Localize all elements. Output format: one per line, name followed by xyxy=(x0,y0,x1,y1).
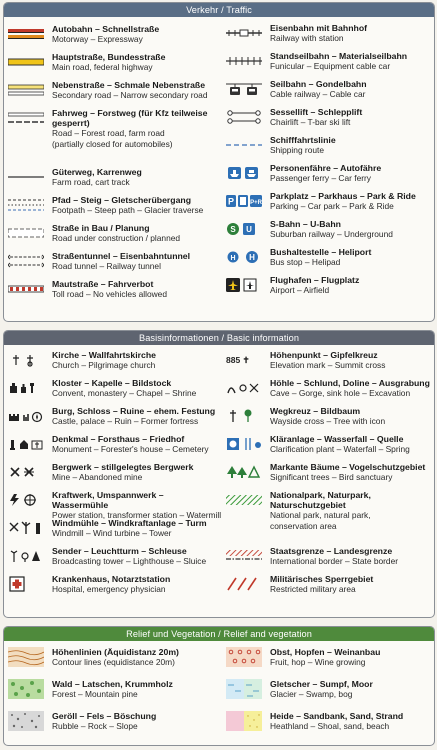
legend-item-clarification-plant xyxy=(222,434,434,458)
traffic-section-title: Verkehr / Traffic xyxy=(4,3,434,17)
legend-label-en: Wayside cross – Tree with icon xyxy=(270,416,386,427)
legend-label-de: Kläranlage – Wasserfall – Quelle xyxy=(270,434,404,444)
legend-item-railway xyxy=(222,23,434,47)
legend-item-power-station xyxy=(4,490,222,521)
legend-label-en: Airport – Airfield xyxy=(270,285,330,296)
legend-label-de: Seilbahn – Gondelbahn xyxy=(270,79,367,89)
legend-label-de: Wegkreuz – Bildbaum xyxy=(270,406,361,416)
legend-label-en: Fruit, hop – Wine growing xyxy=(270,657,366,668)
mine-icon xyxy=(8,464,44,480)
legend-label-de: Bergwerk – stillgelegtes Bergwerk xyxy=(52,462,194,472)
basic-left-column xyxy=(4,347,222,615)
legend-item-chairlift xyxy=(222,107,434,131)
legend-item-road-construction xyxy=(4,223,222,247)
legend-label-de: Nebenstraße – Schmale Nebenstraße xyxy=(52,80,206,90)
legend-label-en: Monument – Forester's house – Cemetery xyxy=(52,444,209,455)
footpath-symbol xyxy=(8,197,44,213)
svg-text:H: H xyxy=(230,255,236,262)
forest-road-symbol xyxy=(8,110,44,126)
cave-icon xyxy=(226,380,262,396)
tree-icon xyxy=(226,464,262,480)
chairlift-symbol xyxy=(226,109,262,125)
legend-label-en: Cave – Gorge, sink hole – Excavation xyxy=(270,388,411,399)
legend-label-de: Obst, Hopfen – Weinanbau xyxy=(270,647,381,657)
legend-label-de: Eisenbahn mit Bahnhof xyxy=(270,23,368,33)
legend-item-bus-stop xyxy=(222,247,434,271)
legend-label-de: Fahrweg – Forstweg (für Kfz teilweise xyxy=(52,108,208,118)
legend-item-castle xyxy=(4,406,222,430)
transmitter-icon xyxy=(8,548,44,564)
relief-left-column xyxy=(4,643,222,743)
legend-item-secondary-road xyxy=(4,80,222,104)
legend-label-en: Rubble – Rock – Slope xyxy=(52,721,138,732)
legend-label-de: Gletscher – Sumpf, Moor xyxy=(270,679,373,689)
legend-label-de: Straßentunnel – Eisenbahntunnel xyxy=(52,251,191,261)
legend-label-en: Contour lines (equidistance 20m) xyxy=(52,657,175,668)
basic-right-column xyxy=(222,347,434,615)
legend-label-de: Heide – Sandbank, Sand, Strand xyxy=(270,711,404,721)
military-area-symbol xyxy=(226,576,262,592)
legend-label-de: Burg, Schloss – Ruine – ehem. Festung xyxy=(52,406,216,416)
heathland-symbol xyxy=(226,711,262,731)
legend-label-en: Suburban railway – Underground xyxy=(270,229,393,240)
legend-label-de: Staatsgrenze – Landesgrenze xyxy=(270,546,393,556)
legend-label-en: International border – State border xyxy=(270,556,399,567)
relief-vegetation-legend-panel xyxy=(3,626,435,746)
national-park-symbol xyxy=(226,492,262,508)
elevation-mark-symbol: 885 ✝ xyxy=(226,355,250,365)
clarification-plant-icon xyxy=(226,436,262,452)
legend-label-de: Militärisches Sperrgebiet xyxy=(270,574,374,584)
legend-label-en: Broadcasting tower – Lighthouse – Sluice xyxy=(52,556,207,567)
legend-label-en: Parking – Car park – Park & Ride xyxy=(270,201,394,212)
legend-label-en: Motorway – Expressway xyxy=(52,34,143,45)
legend-item-sbahn xyxy=(222,219,434,243)
legend-label-de: Wald – Latschen, Krummholz xyxy=(52,679,173,689)
railway-symbol xyxy=(226,25,262,41)
legend-item-rubble xyxy=(4,711,222,739)
legend-item-glacier xyxy=(222,679,434,707)
legend-label-en: Road under construction / planned xyxy=(52,233,181,244)
legend-label-en: Bus stop – Helipad xyxy=(270,257,341,268)
legend-label-de: Sender – Leuchtturm – Schleuse xyxy=(52,546,187,556)
legend-label-en: Hospital, emergency physician xyxy=(52,584,166,595)
sbahn-ubahn-icon xyxy=(226,221,262,237)
windmill-icon xyxy=(8,520,44,536)
legend-label-en: Heathland – Shoal, sand, beach xyxy=(270,721,390,732)
toll-road-symbol xyxy=(8,281,44,297)
legend-label-de: Bushaltestelle – Heliport xyxy=(270,247,372,257)
basic-section-title: Basisinformationen / Basic information xyxy=(4,331,434,345)
fruit-symbol xyxy=(226,647,262,667)
legend-item-monument xyxy=(4,434,222,458)
legend-item-shipping xyxy=(222,135,434,159)
road-construction-symbol xyxy=(8,225,44,241)
airport-icon xyxy=(226,277,262,293)
legend-label-de: Geröll – Fels – Böschung xyxy=(52,711,157,721)
legend-label-en: Footpath – Steep path – Glacier traverse xyxy=(52,205,204,216)
legend-label-en-cont: (partially closed for automobiles) xyxy=(52,138,173,149)
legend-item-parking xyxy=(222,191,434,215)
legend-label-en: Convent, monastery – Chapel – Shrine xyxy=(52,388,197,399)
legend-item-ferry xyxy=(222,163,434,187)
contour-lines-symbol xyxy=(8,647,44,667)
legend-label-de: Höhle – Schlund, Doline – Ausgrabung xyxy=(270,378,430,388)
legend-label-en: Clarification plant – Waterfall – Spring xyxy=(270,444,410,455)
legend-label-de: Flughafen – Flugplatz xyxy=(270,275,360,285)
legend-label-de: Kirche – Wallfahrtskirche xyxy=(52,350,156,360)
legend-label-de: Personenfähre – Autofähre xyxy=(270,163,382,173)
legend-label-de: Höhenlinien (Äquidistanz 20m) xyxy=(52,647,179,657)
legend-label-de: Pfad – Steig – Gletscherübergang xyxy=(52,195,192,205)
parking-icon xyxy=(226,193,262,209)
legend-label-de: Kloster – Kapelle – Bildstock xyxy=(52,378,172,388)
svg-text:H: H xyxy=(249,253,255,262)
legend-label-de: Nationalpark, Naturpark, xyxy=(270,490,371,500)
legend-label-de: Straße in Bau / Planung xyxy=(52,223,150,233)
legend-item-elevation xyxy=(222,350,434,374)
svg-text:P+R: P+R xyxy=(250,200,262,206)
legend-item-farm-road xyxy=(4,167,222,191)
legend-item-wayside-cross xyxy=(222,406,434,430)
legend-item-toll-road xyxy=(4,279,222,303)
legend-label-en: National park, natural park, xyxy=(270,510,371,521)
legend-label-de: Standseilbahn – Materialseilbahn xyxy=(270,51,408,61)
legend-label-de: Schifffahrtslinie xyxy=(270,135,336,145)
legend-item-road-forest xyxy=(4,108,222,160)
legend-item-church xyxy=(4,350,222,374)
legend-label-en: Windmill – Wind turbine – Tower xyxy=(52,528,172,539)
church-icon xyxy=(8,352,44,368)
legend-label-en: Passenger ferry – Car ferry xyxy=(270,173,371,184)
legend-label-de: Parkplatz – Parkhaus – Park & Ride xyxy=(270,191,416,201)
legend-label-en: Significant trees – Bird sanctuary xyxy=(270,472,393,483)
monument-icon xyxy=(8,436,44,452)
power-station-icon xyxy=(8,492,44,508)
legend-item-military xyxy=(222,574,434,598)
glacier-symbol xyxy=(226,679,262,699)
legend-item-footpath xyxy=(4,195,222,219)
legend-label-en: Farm road, cart track xyxy=(52,177,130,188)
farm-road-symbol xyxy=(8,169,44,185)
tunnel-symbol xyxy=(8,253,44,269)
secondary-road-symbol xyxy=(8,82,44,98)
legend-label-en: Elevation mark – Summit cross xyxy=(270,360,386,371)
legend-item-border xyxy=(222,546,434,570)
legend-label-en: Glacier – Swamp, bog xyxy=(270,689,353,700)
bus-helipad-icon xyxy=(226,249,262,265)
legend-item-main-road xyxy=(4,52,222,76)
legend-label-en: Funicular – Equipment cable car xyxy=(270,61,391,72)
legend-item-funicular xyxy=(222,51,434,75)
legend-item-fruit xyxy=(222,647,434,675)
legend-label-de: Denkmal – Forsthaus – Friedhof xyxy=(52,434,185,444)
svg-text:P: P xyxy=(227,196,235,207)
border-symbol xyxy=(226,548,262,564)
legend-label-de: Güterweg, Karrenweg xyxy=(52,167,142,177)
legend-label-en: Shipping route xyxy=(270,145,325,156)
basic-info-legend-panel xyxy=(3,330,435,618)
legend-item-trees xyxy=(222,462,434,486)
legend-label-en: Mine – Abandoned mine xyxy=(52,472,143,483)
legend-label-en: Cable railway – Cable car xyxy=(270,89,366,100)
legend-label-de: Sessellift – Schlepplift xyxy=(270,107,363,117)
legend-item-transmitter xyxy=(4,546,222,570)
legend-item-motorway xyxy=(4,24,222,48)
legend-item-cave xyxy=(222,378,434,402)
legend-label-en-cont: conservation area xyxy=(270,520,337,531)
legend-item-hospital xyxy=(4,574,222,598)
legend-label-en: Road tunnel – Railway tunnel xyxy=(52,261,161,272)
legend-label-de-cont: Naturschutzgebiet xyxy=(270,500,346,511)
traffic-right-column xyxy=(222,19,434,319)
forest-symbol xyxy=(8,679,44,699)
legend-label-en: Railway with station xyxy=(270,33,344,44)
legend-item-mine xyxy=(4,462,222,486)
legend-label-en: Restricted military area xyxy=(270,584,356,595)
legend-item-heathland xyxy=(222,711,434,739)
wayside-cross-icon xyxy=(226,408,262,424)
legend-label-en: Secondary road – Narrow secondary road xyxy=(52,90,208,101)
ferry-icon xyxy=(226,165,262,181)
legend-label-de: Autobahn – Schnellstraße xyxy=(52,24,160,34)
legend-label-en: Chairlift – T-bar ski lift xyxy=(270,117,351,128)
legend-item-contours xyxy=(4,647,222,675)
legend-label-de: Kraftwerk, Umspannwerk – Wassermühle xyxy=(52,490,164,511)
traffic-left-column xyxy=(4,19,222,319)
hospital-icon xyxy=(8,576,44,592)
legend-item-forest xyxy=(4,679,222,707)
legend-label-en: Power station, transformer station – Watermill xyxy=(52,510,222,521)
motorway-symbol xyxy=(8,26,44,42)
legend-label-de: Krankenhaus, Notarztstation xyxy=(52,574,171,584)
main-road-symbol xyxy=(8,54,44,70)
legend-label-en: Road – Forest road, farm road xyxy=(52,128,165,139)
legend-label-en: Church – Pilgrimage church xyxy=(52,360,156,371)
legend-label-en: Main road, federal highway xyxy=(52,62,153,73)
legend-item-tunnel xyxy=(4,251,222,275)
legend-item-cable-railway xyxy=(222,79,434,103)
legend-item-airport xyxy=(222,275,434,299)
legend-label-en: Castle, palace – Ruin – Former fortress xyxy=(52,416,199,427)
legend-item-windmill xyxy=(4,518,222,542)
legend-label-de: S-Bahn – U-Bahn xyxy=(270,219,341,229)
relief-right-column xyxy=(222,643,434,743)
traffic-legend-panel xyxy=(3,2,435,322)
svg-text:U: U xyxy=(246,225,252,234)
legend-item-national-park xyxy=(222,490,434,538)
funicular-symbol xyxy=(226,53,262,69)
legend-label-de-cont: gesperrt) xyxy=(52,118,90,129)
relief-section-title: Relief und Vegetation / Relief and vegetation xyxy=(4,627,434,641)
legend-label-de: Markante Bäume – Vogelschutzgebiet xyxy=(270,462,426,472)
castle-icon xyxy=(8,408,44,424)
legend-label-de: Hauptstraße, Bundesstraße xyxy=(52,52,166,62)
monastery-icon xyxy=(8,380,44,396)
legend-label-de: Höhenpunkt – Gipfelkreuz xyxy=(270,350,378,360)
rubble-symbol xyxy=(8,711,44,731)
legend-item-monastery xyxy=(4,378,222,402)
svg-text:S: S xyxy=(230,225,236,234)
legend-label-en: Toll road – No vehicles allowed xyxy=(52,289,167,300)
legend-label-en: Forest – Mountain pine xyxy=(52,689,138,700)
shipping-route-symbol xyxy=(226,137,262,153)
cable-car-icon xyxy=(226,81,262,97)
legend-label-de: Windmühle – Windkraftanlage – Turm xyxy=(52,518,207,528)
legend-label-de: Mautstraße – Fahrverbot xyxy=(52,279,154,289)
